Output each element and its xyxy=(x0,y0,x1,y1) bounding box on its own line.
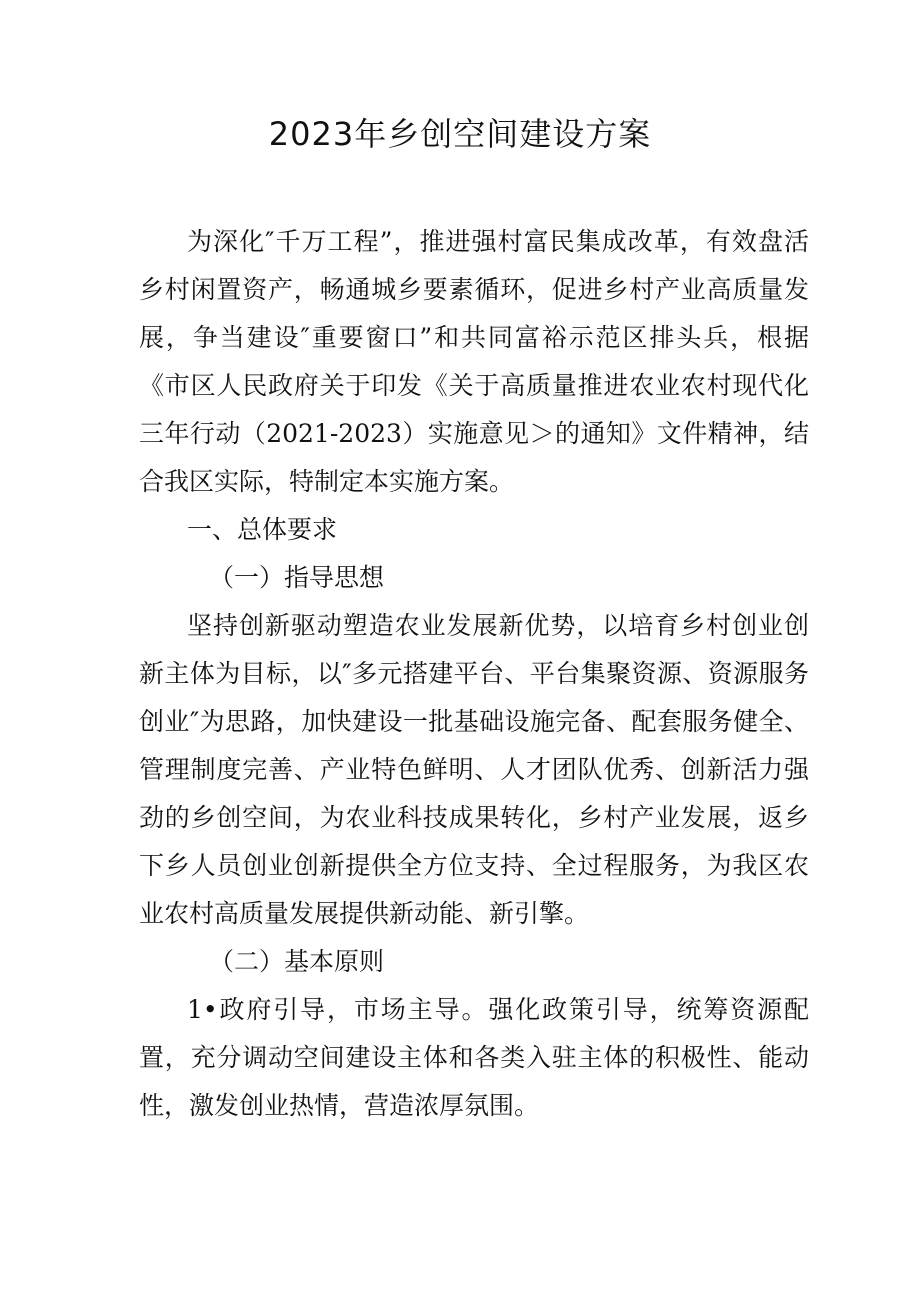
guiding-ideology-paragraph: 坚持创新驱动塑造农业发展新优势，以培育乡村创业创新主体为目标，以″多元搭建平台、平台集聚资源、资源服务创业″为思路，加快建设一批基础设施完备、配套服务健全、管理制度完善、产业特色鲜明、人才团队优秀、创新活力强劲的乡创空间，为农业科技成果转化，乡村产业发展，返乡下乡人员创业创新提供全方位支持、全过程服务，为我区农业农村高质量发展提供新动能、新引擎。 xyxy=(139,611,809,928)
intro-paragraph: 为深化″千万工程”，推进强村富民集成改革，有效盘活乡村闲置资产，畅通城乡要素循环，促进乡村产业高质量发展，争当建设″重要窗口”和共同富裕示范区排头兵，根据《市区人民政府关于印发《关于高质量推进农业农村现代化三年行动（2021-2023）实施意见＞的通知》文件精神，结合我区实际，特制定本实施方案。 xyxy=(139,227,809,496)
section-heading-general-requirements: 一、总体要求 xyxy=(187,515,338,544)
subsection-heading-basic-principles: （二）基本原则 xyxy=(209,947,385,976)
document-title: 2023年乡创空间建设方案 xyxy=(268,115,652,153)
subsection-heading-guiding-ideology: （一）指导思想 xyxy=(209,563,385,592)
principle-1-paragraph: 1•政府引导，市场主导。强化政策引导，统筹资源配置，充分调动空间建设主体和各类入驻主体的积极性、能动性，激发创业热情，营造浓厚氛围。 xyxy=(139,995,809,1120)
document-body xyxy=(139,218,809,1130)
